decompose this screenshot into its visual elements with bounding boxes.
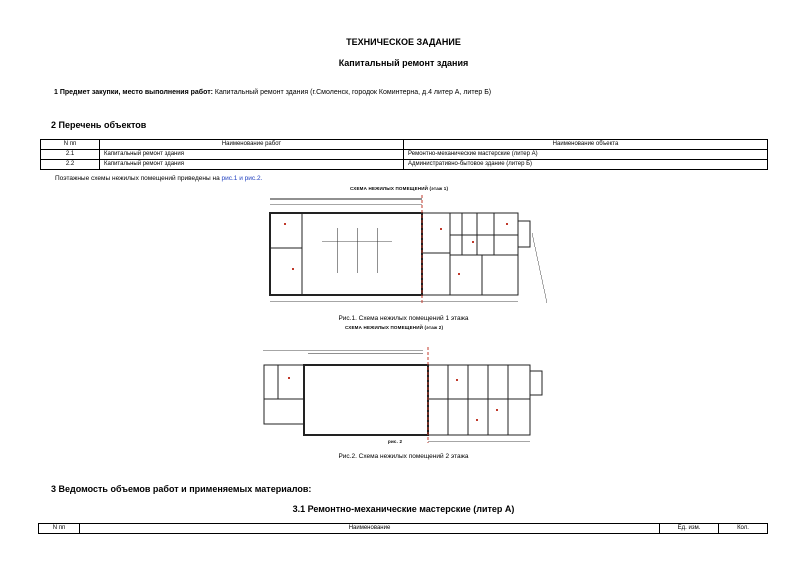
table-header-cell: Наименование xyxy=(80,524,660,534)
table-header-cell: Кол. xyxy=(719,524,768,534)
objects-table xyxy=(40,139,768,170)
plan-2-label: рис. 2 xyxy=(388,439,403,444)
table-header-cell: N пп xyxy=(41,140,100,150)
floor-plan-1-drawing xyxy=(262,193,552,309)
document-title: ТЕХНИЧЕСКОЕ ЗАДАНИЕ xyxy=(346,37,461,47)
section-2-heading: 2 Перечень объектов xyxy=(51,120,147,130)
table-header-cell: N пп xyxy=(39,524,80,534)
procurement-subject xyxy=(54,89,491,96)
table-header-row xyxy=(41,140,768,150)
table-cell: Капитальный ремонт здания xyxy=(100,160,404,170)
plan-1-title: СХЕМА НЕЖИЛЫХ ПОМЕЩЕНИЙ (этаж 1) xyxy=(350,186,449,191)
table-cell: Административно-бытовое здание (литер Б) xyxy=(404,160,768,170)
procurement-subject-value: Капитальный ремонт здания (г.Смоленск, городок Коминтерна, д.4 литер А, литер Б) xyxy=(214,89,492,96)
table-cell: 2.2 xyxy=(41,160,100,170)
volumes-table xyxy=(38,523,768,534)
table-header-row xyxy=(39,524,768,534)
plan-1-caption: Рис.1. Схема нежилых помещений 1 этажа xyxy=(338,315,469,322)
plans-note xyxy=(55,175,262,182)
document-subtitle: Капитальный ремонт здания xyxy=(338,58,469,68)
plans-note-text: Поэтажные схемы нежилых помещений приведены на xyxy=(55,175,222,182)
table-cell: Ремонтно-механические мастерские (литер А) xyxy=(404,150,768,160)
procurement-subject-label: 1 Предмет закупки, место выполнения работ: xyxy=(54,89,213,96)
table-header-cell: Ед. изм. xyxy=(660,524,719,534)
table-cell: 2.1 xyxy=(41,150,100,160)
plans-note-link[interactable]: рис.1 и рис.2. xyxy=(221,175,263,182)
table-row xyxy=(41,160,768,170)
plan-2-caption: Рис.2. Схема нежилых помещений 2 этажа xyxy=(338,453,469,460)
floor-plan-2-drawing xyxy=(258,345,548,445)
table-header-cell: Наименование работ xyxy=(100,140,404,150)
table-cell: Капитальный ремонт здания xyxy=(100,150,404,160)
section-3-1-heading: 3.1 Ремонтно-механические мастерские (литер А) xyxy=(292,504,515,514)
section-3-heading: 3 Ведомость объемов работ и применяемых материалов: xyxy=(51,484,312,494)
table-header-cell: Наименование объекта xyxy=(404,140,768,150)
plan-2-title: СХЕМА НЕЖИЛЫХ ПОМЕЩЕНИЙ (этаж 2) xyxy=(345,325,444,330)
table-row xyxy=(41,150,768,160)
